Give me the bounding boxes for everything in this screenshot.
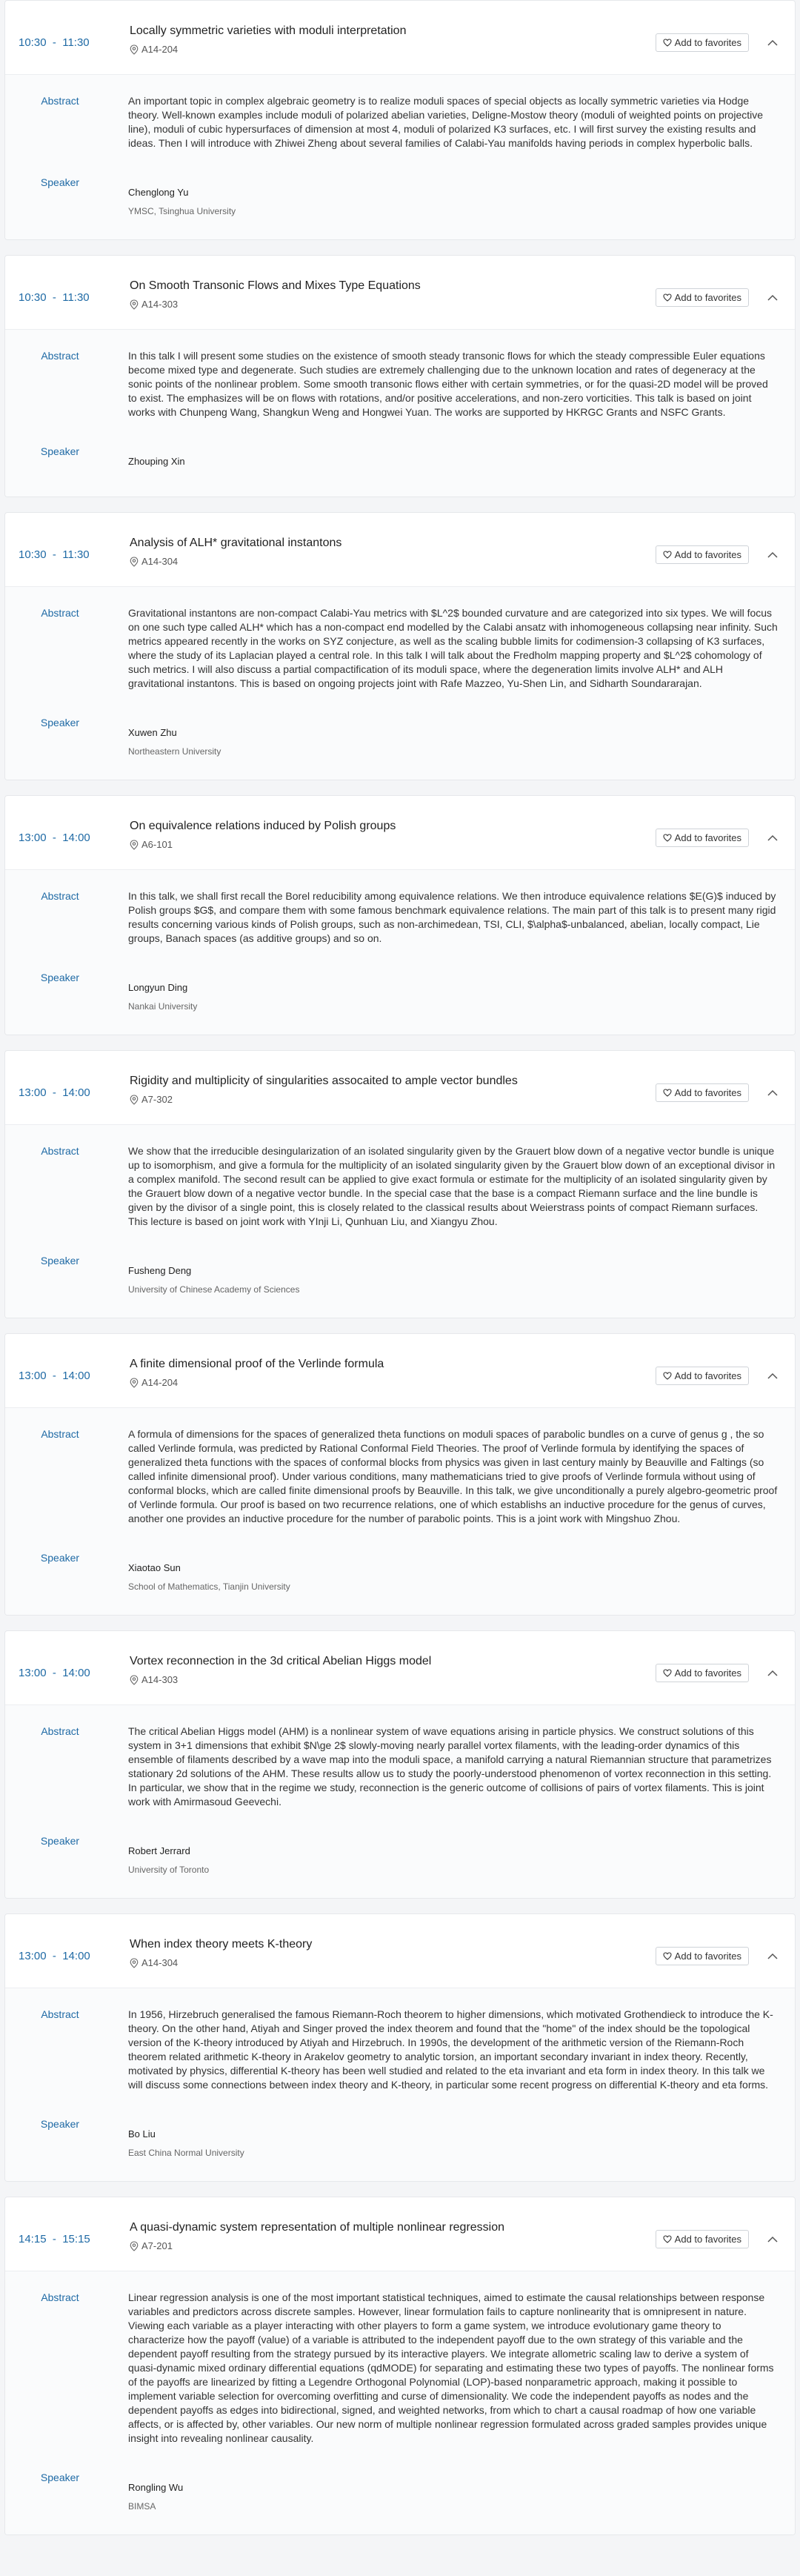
heart-icon bbox=[663, 293, 672, 302]
fav-label: Add to favorites bbox=[674, 2234, 741, 2245]
time-end: 11:30 bbox=[62, 548, 90, 561]
talk-details bbox=[5, 1705, 795, 1898]
speaker-label: Speaker bbox=[40, 445, 80, 457]
chevron-up-icon[interactable] bbox=[765, 1666, 780, 1681]
heart-icon bbox=[663, 551, 672, 559]
talk-card bbox=[4, 0, 796, 240]
talk-time: 13:00 - 14:00 bbox=[19, 831, 90, 844]
speaker-affiliation: School of Mathematics, Tianjin University bbox=[128, 1581, 290, 1592]
chevron-up-icon[interactable] bbox=[765, 1949, 780, 1964]
speaker-name: Zhouping Xin bbox=[128, 456, 185, 467]
time-end: 14:00 bbox=[62, 1086, 90, 1099]
talk-title: When index theory meets K-theory bbox=[130, 1938, 313, 1951]
speaker-name: Robert Jerrard bbox=[128, 1845, 190, 1856]
talk-time: 10:30 - 11:30 bbox=[19, 548, 90, 561]
chevron-up-icon[interactable] bbox=[765, 1086, 780, 1101]
talk-title: Locally symmetric varieties with moduli interpretation bbox=[130, 24, 407, 37]
talk-header[interactable] bbox=[5, 1334, 795, 1408]
talk-header[interactable] bbox=[5, 2197, 795, 2271]
talk-room bbox=[130, 2240, 656, 2251]
abstract-label: Abstract bbox=[41, 2291, 79, 2303]
talk-abstract: Linear regression analysis is one of the most important statistical techniques, aimed to estimate the causal relationships between response variables and predictors across discrete samples. However, linear formulation fails to capture nonlinearity that is omnipresent in nature. Viewing each variable as a player interacting with other players to form a game system, we introduce evolutionary game theory to characterize how the payoff (value) of a variable is attributed to the independent payoff due to the own strategy of this variable and the dependent payoff resulting from the strategy pursued by its interactive players. We integrate allometric scaling law to derive a system of quasi-dynamic mixed ordinary differential equations (qdMODE) for separating and estimating these two types of payoffs. The nonlinear forms of the payoffs are linearized by fitting a Legendre Orthogonal Polynomial (LOP)-based nonparametric approach, making it possible to implement variable selection for overcoming overfitting and curse of dimensionality. We code the independent payoffs as nodes and the dependent payoffs as edges into bidirectional, signed, and weighted networks, from which to chart a causal roadmap of how one variable affects, or is affected by, other variables. Our new norm of multiple nonlinear regression formulated across graded samples provides unique insight into revealing nonlinear causality. bbox=[128, 2291, 774, 2444]
heart-icon bbox=[663, 39, 672, 47]
add-to-favorites-button[interactable] bbox=[656, 829, 749, 847]
talk-details bbox=[5, 1408, 795, 1615]
abstract-label: Abstract bbox=[41, 890, 79, 902]
talk-title: A quasi-dynamic system representation of multiple nonlinear regression bbox=[130, 2221, 505, 2234]
room-label: A6-101 bbox=[141, 839, 173, 850]
speaker-label: Speaker bbox=[40, 1835, 80, 1847]
abstract-label: Abstract bbox=[41, 350, 79, 362]
fav-label: Add to favorites bbox=[674, 549, 741, 560]
talk-time: 10:30 - 11:30 bbox=[19, 36, 90, 49]
talk-details bbox=[5, 2271, 795, 2534]
speaker-label: Speaker bbox=[40, 176, 80, 188]
time-start: 13:00 bbox=[19, 831, 47, 844]
talk-header[interactable] bbox=[5, 1051, 795, 1125]
time-start: 14:15 bbox=[19, 2233, 47, 2245]
talk-header[interactable] bbox=[5, 1914, 795, 1988]
talk-abstract: We show that the irreducible desingularization of an isolated singularity given by the Grauert blow down of a negative vector bundle is unique up to isomorphism, and give a formula for the multiplicity of an isolated singularity given by the Grauert blow down of an exceptional divisor in a complex manifold. The second result can be applied to give exact formula or estimate for the multiplicity of an isolated singularity given by the Grauert blow down of a negative vector bundle. In the special case that the base is a compact Riemann surface and the line bundle is given by the divisor of a single point, this is closely related to the classical results about Weierstrass points of compact Riemann surfaces. This lecture is based on joint work with YInji Li, Qunhuan Liu, and Xiangyu Zhou. bbox=[128, 1145, 776, 1227]
talk-card bbox=[4, 795, 796, 1035]
chevron-up-icon[interactable] bbox=[765, 36, 780, 50]
talk-time: 13:00 - 14:00 bbox=[19, 1950, 90, 1962]
talk-abstract: In this talk, we shall first recall the Borel reducibility among equivalence relations. We then introduce equivalence relations $E(G)$ induced by Polish groups $G$, and compare them with some famous benchmark equivalence relations. The main part of this talk is to present many rigid results concerning various kinds of Polish groups, such as non-archimedean, TSI, CLI, $\alpha$-unbalanced, abelian, locally compact, Lie groups, Banach spaces (as additive groups) and so on. bbox=[128, 890, 776, 944]
add-to-favorites-button[interactable] bbox=[656, 1367, 749, 1385]
fav-label: Add to favorites bbox=[674, 1951, 741, 1962]
talk-header[interactable] bbox=[5, 256, 795, 330]
location-pin-icon bbox=[130, 44, 139, 55]
talk-card bbox=[4, 255, 796, 497]
time-start: 10:30 bbox=[19, 291, 47, 304]
room-label: A14-304 bbox=[141, 556, 179, 567]
fav-label: Add to favorites bbox=[674, 832, 741, 843]
talk-card bbox=[4, 2197, 796, 2535]
time-end: 14:00 bbox=[62, 831, 90, 844]
location-pin-icon bbox=[130, 557, 139, 567]
speaker-name: Chenglong Yu bbox=[128, 187, 189, 198]
room-label: A7-201 bbox=[141, 2240, 173, 2251]
room-label: A14-204 bbox=[141, 44, 179, 55]
speaker-label: Speaker bbox=[40, 972, 80, 983]
time-end: 14:00 bbox=[62, 1370, 90, 1382]
add-to-favorites-button[interactable] bbox=[656, 1947, 749, 1965]
talk-room bbox=[130, 1957, 656, 1968]
chevron-up-icon[interactable] bbox=[765, 1369, 780, 1384]
talk-details bbox=[5, 870, 795, 1035]
speaker-affiliation: East China Normal University bbox=[128, 2148, 244, 2158]
talk-title: On Smooth Transonic Flows and Mixes Type Equations bbox=[130, 279, 421, 292]
talk-details bbox=[5, 330, 795, 497]
talk-title: Analysis of ALH* gravitational instantons bbox=[130, 537, 342, 549]
talk-title: Vortex reconnection in the 3d critical Abelian Higgs model bbox=[130, 1655, 432, 1667]
talk-room bbox=[130, 1674, 656, 1685]
fav-label: Add to favorites bbox=[674, 292, 741, 303]
room-label: A14-303 bbox=[141, 1674, 179, 1685]
talk-abstract: The critical Abelian Higgs model (AHM) is a nonlinear system of wave equations arising in particle physics. We construct solutions of this system in 3+1 dimensions that exhibit $N\ge 2$ slowly-moving nearly parallel vortex filaments, with the leading-order dynamics of this ensemble of filaments described by a wave map into the moduli space, a manifold carrying a natural Riemannian structure that parametrizes stationary 2d solutions of the AHM. These results allow us to study the poorly-understood phenomenon of vortex reconnection in this setting. In particular, we show that in the regime we study, reconnection is the generic outcome of collisions of pairs of vortex filaments. This is joint work with Amirmasoud Geevechi. bbox=[128, 1725, 772, 1807]
chevron-up-icon[interactable] bbox=[765, 291, 780, 305]
add-to-favorites-button[interactable] bbox=[656, 2230, 749, 2248]
talk-header[interactable] bbox=[5, 796, 795, 870]
abstract-label: Abstract bbox=[41, 1145, 79, 1157]
talk-details bbox=[5, 1988, 795, 2181]
talk-room bbox=[130, 556, 656, 567]
talk-details bbox=[5, 587, 795, 780]
speaker-label: Speaker bbox=[40, 1255, 80, 1267]
abstract-label: Abstract bbox=[41, 607, 79, 619]
talk-title: Rigidity and multiplicity of singularities assocaited to ample vector bundles bbox=[130, 1075, 518, 1087]
abstract-label: Abstract bbox=[41, 1725, 79, 1737]
talk-header[interactable] bbox=[5, 1, 795, 75]
talk-title: A finite dimensional proof of the Verlinde formula bbox=[130, 1358, 384, 1370]
abstract-label: Abstract bbox=[41, 2008, 79, 2020]
talk-header[interactable] bbox=[5, 513, 795, 587]
speaker-name: Fusheng Deng bbox=[128, 1265, 192, 1276]
speaker-affiliation: Northeastern University bbox=[128, 746, 221, 757]
room-label: A7-302 bbox=[141, 1094, 173, 1105]
talk-card bbox=[4, 1630, 796, 1899]
speaker-name: Longyun Ding bbox=[128, 982, 188, 993]
time-start: 13:00 bbox=[19, 1667, 47, 1679]
location-pin-icon bbox=[130, 1675, 139, 1685]
abstract-label: Abstract bbox=[41, 95, 79, 107]
room-label: A14-303 bbox=[141, 299, 179, 310]
speaker-affiliation: YMSC, Tsinghua University bbox=[128, 206, 236, 216]
time-end: 11:30 bbox=[62, 291, 90, 304]
time-start: 13:00 bbox=[19, 1950, 47, 1962]
talk-card bbox=[4, 512, 796, 780]
time-end: 11:30 bbox=[62, 36, 90, 49]
room-label: A14-204 bbox=[141, 1377, 179, 1388]
talk-room bbox=[130, 839, 656, 850]
location-pin-icon bbox=[130, 1958, 139, 1968]
talk-time: 13:00 - 14:00 bbox=[19, 1086, 90, 1099]
time-end: 14:00 bbox=[62, 1950, 90, 1962]
talk-time: 10:30 - 11:30 bbox=[19, 291, 90, 304]
talk-time: 13:00 - 14:00 bbox=[19, 1667, 90, 1679]
talk-header[interactable] bbox=[5, 1631, 795, 1705]
abstract-label: Abstract bbox=[41, 1428, 79, 1440]
fav-label: Add to favorites bbox=[674, 1667, 741, 1679]
heart-icon bbox=[663, 1669, 672, 1677]
speaker-affiliation: University of Chinese Academy of Sciences bbox=[128, 1284, 300, 1295]
talk-abstract: An important topic in complex algebraic geometry is to realize moduli spaces of special objects as locally symmetric varieties via Hodge theory. Well-known examples include moduli of polarized abelian varieties, Deligne-Mostow theory (moduli of weighted points on projective line), moduli of cubic hypersurfaces of dimension at most 4, moduli of polarized K3 surfaces, etc. I will first survey the existing results and ideas. Then I will introduce with Zhiwei Zheng about several families of Calabi-Yau manifolds having periods in complex hyperbolic balls. bbox=[128, 95, 764, 149]
talk-card bbox=[4, 1913, 796, 2182]
speaker-name: Xiaotao Sun bbox=[128, 1562, 181, 1573]
speaker-affiliation: Nankai University bbox=[128, 1001, 198, 1012]
talk-room bbox=[130, 1094, 656, 1105]
speaker-affiliation: BIMSA bbox=[128, 2501, 156, 2512]
talk-abstract: Gravitational instantons are non-compact Calabi-Yau metrics with $L^2$ bounded curvature and are categorized into six types. We will focus on one such type called ALH* which has a non-compact end modelled by the Calabi ansatz with inhomogeneous collapsing near infinity. Such metrics appeared recently in the works on SYZ conjecture, as well as the scaling bubble limits for codimension-3 collapsing of K3 surfaces, where the study of its Laplacian played a central role. In this talk I will talk about the Fredholm mapping property and $L^2$ cohomology of such metrics. I will also discuss a partial compactification of its moduli space, where the degeneration limits involve ALH* and ALH gravitational instantons. This is based on ongoing projects joint with Rafe Mazzeo, Yu-Shen Lin, and Sidharth Soundararajan. bbox=[128, 607, 778, 689]
chevron-up-icon[interactable] bbox=[765, 548, 780, 562]
chevron-up-icon[interactable] bbox=[765, 2232, 780, 2247]
location-pin-icon bbox=[130, 840, 139, 850]
speaker-label: Speaker bbox=[40, 717, 80, 728]
time-start: 13:00 bbox=[19, 1370, 47, 1382]
talk-title: On equivalence relations induced by Polish groups bbox=[130, 820, 396, 832]
add-to-favorites-button[interactable] bbox=[656, 545, 749, 564]
room-label: A14-304 bbox=[141, 1957, 179, 1968]
add-to-favorites-button[interactable] bbox=[656, 1664, 749, 1682]
talk-room bbox=[130, 1377, 656, 1388]
talk-card bbox=[4, 1050, 796, 1318]
talk-time: 14:15 - 15:15 bbox=[19, 2233, 90, 2245]
speaker-affiliation: University of Toronto bbox=[128, 1865, 210, 1875]
speaker-name: Bo Liu bbox=[128, 2128, 156, 2140]
fav-label: Add to favorites bbox=[674, 37, 741, 48]
location-pin-icon bbox=[130, 2241, 139, 2251]
time-start: 13:00 bbox=[19, 1086, 47, 1099]
add-to-favorites-button[interactable] bbox=[656, 33, 749, 52]
talk-details bbox=[5, 1125, 795, 1318]
fav-label: Add to favorites bbox=[674, 1370, 741, 1381]
time-end: 14:00 bbox=[62, 1667, 90, 1679]
add-to-favorites-button[interactable] bbox=[656, 1083, 749, 1102]
location-pin-icon bbox=[130, 1095, 139, 1105]
speaker-label: Speaker bbox=[40, 2472, 80, 2483]
speaker-name: Rongling Wu bbox=[128, 2482, 184, 2493]
time-end: 15:15 bbox=[62, 2233, 90, 2245]
location-pin-icon bbox=[130, 1378, 139, 1388]
talk-room bbox=[130, 299, 656, 310]
talk-abstract: A formula of dimensions for the spaces of generalized theta functions on moduli spaces of parabolic bundles on a curve of genus g , the so called Verlinde formula, was predicted by Rational Conformal Field Theories. The proof of Verlinde formula by identifying the spaces of generalized theta functions with the spaces of conformal blocks from physics was given in last century mainly by Beauville and Faltings (so called infinite dimensional proof). Under various conditions, many mathematicians tried to give proofs of Verlinde formula without using of conformal blocks, which are called finite dimensional proofs by Beauville. In this talk, we give unconditionally a purely algebro-geometric proof of Verlinde formula. Our proof is based on two recurrence relations, one of which establishs an inductive procedure for the genus of curves, another one provides an inductive procedure for the number of parabolic points. This is a joint work with Mingshuo Zhou. bbox=[128, 1428, 778, 1524]
heart-icon bbox=[663, 1372, 672, 1380]
heart-icon bbox=[663, 2235, 672, 2243]
talk-details bbox=[5, 75, 795, 239]
speaker-label: Speaker bbox=[40, 2118, 80, 2130]
chevron-up-icon[interactable] bbox=[765, 831, 780, 846]
speaker-label: Speaker bbox=[40, 1552, 80, 1564]
talk-abstract: In this talk I will present some studies on the existence of smooth steady transonic flows for which the steady compressible Euler equations become mixed type and degenerate. Such studies are extremely challenging due to the unknown location and rates of degeneracy at the sonic points of the nonlinear problem. Some smooth transonic flows either with certain symmetries, or for the quasi-2D model will be proved to exist. The emphasizes will be on flows with rotations, and/or positive accelerations, and non-zero vorticities. This talk is based on joint works with Chunpeng Wang, Shangkun Weng and Hongwei Yuan. The works are supported by HKRGC Grants and NSFC Grants. bbox=[128, 350, 768, 418]
talk-abstract: In 1956, Hirzebruch generalised the famous Riemann-Roch theorem to higher dimensions, which motivated Grothendieck to introduce the K-theory. On the other hand, Atiyah and Singer proved the index theorem and found that the "home" of the index should be the topological version of the K-theory introduced by Atiyah and Hirzebruch. In 1990s, the development of the arithmetic version of the Riemann-Roch theorem related arithmetic K-theory in Arakelov geometry to analytic torsion, an important secondary invariant in index theory. Recently, motivated by physics, differential K-theory has been well studied and related to the eta invariant and eta form in index theory. In this talk we will discuss some connections between index theory and K-theory, in particular some recent progress on differential K-theory and eta forms. bbox=[128, 2008, 773, 2091]
add-to-favorites-button[interactable] bbox=[656, 288, 749, 307]
location-pin-icon bbox=[130, 299, 139, 310]
time-start: 10:30 bbox=[19, 36, 47, 49]
heart-icon bbox=[663, 1952, 672, 1960]
talk-card bbox=[4, 1333, 796, 1616]
heart-icon bbox=[663, 834, 672, 842]
talk-time: 13:00 - 14:00 bbox=[19, 1370, 90, 1382]
speaker-name: Xuwen Zhu bbox=[128, 727, 177, 738]
fav-label: Add to favorites bbox=[674, 1087, 741, 1098]
time-start: 10:30 bbox=[19, 548, 47, 561]
heart-icon bbox=[663, 1089, 672, 1097]
talk-room bbox=[130, 44, 656, 55]
